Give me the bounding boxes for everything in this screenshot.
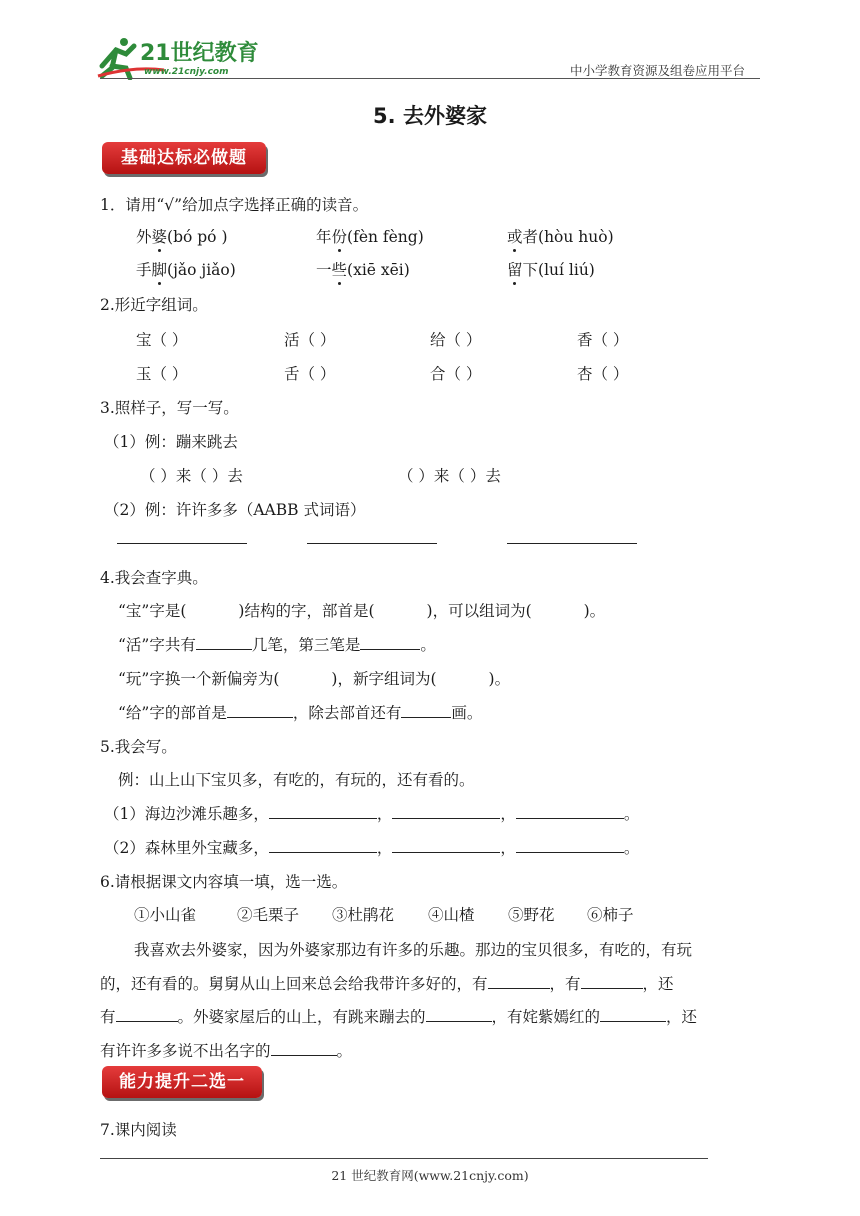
footer-divider [100, 1158, 708, 1159]
q6-option: ④山楂 [428, 906, 475, 924]
q6-paragraph-line: 有 。外婆家屋后的山上，有跳来蹦去的 ，有姹紫嫣红的 ，还 [100, 1008, 698, 1026]
q3-sub1: （1）例：蹦来跳去 [104, 433, 238, 451]
q4-line: “活”字共有 几笔，第三笔是 。 [118, 636, 436, 654]
q2-cell: 活（ ） [284, 331, 336, 349]
q6-option: ⑥柿子 [587, 906, 634, 924]
q5-prompt: 5.我会写。 [100, 738, 177, 756]
q2-cell: 给（ ） [430, 331, 482, 349]
q7-prompt: 7.课内阅读 [100, 1121, 177, 1139]
q3-sub2: （2）例：许许多多（AABB 式词语） [104, 501, 366, 519]
q2-cell: 玉（ ） [136, 365, 188, 383]
q2-cell: 舌（ ） [284, 365, 336, 383]
q3-answer-line [307, 543, 437, 544]
q1-item: 一些(xiē xēi) [316, 261, 410, 279]
q2-prompt: 2.形近字组词。 [100, 296, 208, 314]
q1-item: 留下(luí liú) [507, 261, 595, 279]
logo [94, 36, 264, 80]
q2-cell: 合（ ） [430, 365, 482, 383]
q1-item: 手脚(jǎo jiǎo) [136, 261, 236, 279]
header-divider [100, 78, 760, 79]
page-title: 5. 去外婆家 [373, 104, 487, 128]
q6-option: ⑤野花 [508, 906, 555, 924]
q1-item: 外婆(bó pó ) [136, 228, 228, 246]
q6-option: ②毛栗子 [237, 906, 300, 924]
footer-text: 21 世纪教育网(www.21cnjy.com) [331, 1168, 529, 1183]
q3-answer-line [507, 543, 637, 544]
section-badge-basic: 基础达标必做题 [102, 142, 266, 174]
q4-line: “给”字的部首是 ，除去部首还有 画。 [118, 704, 483, 722]
q1-item: 年份(fèn fèng) [316, 228, 424, 246]
q2-cell: 杏（ ） [577, 365, 629, 383]
q3-prompt: 3.照样子，写一写。 [100, 399, 239, 417]
q6-paragraph-line: 有许许多多说不出名字的 。 [100, 1042, 353, 1060]
q3-blank: （ ）来（ ）去 [398, 467, 501, 485]
q6-option: ③杜鹃花 [332, 906, 395, 924]
q1-prompt: 1．请用“√”给加点字选择正确的读音。 [100, 196, 369, 214]
svg-text:21世纪教育: 21世纪教育 [140, 41, 259, 66]
q6-prompt: 6.请根据课文内容填一填，选一选。 [100, 873, 348, 891]
q6-paragraph-line: 我喜欢去外婆家，因为外婆家那边有许多的乐趣。那边的宝贝很多，有吃的，有玩 [134, 941, 693, 959]
q1-item: 或者(hòu huò) [507, 228, 614, 246]
q2-cell: 香（ ） [577, 331, 629, 349]
q4-line: “宝”字是( )结构的字，部首是( )，可以组词为( )。 [118, 602, 606, 620]
q4-line: “玩”字换一个新偏旁为( )，新字组词为( )。 [118, 670, 511, 688]
section-badge-ability: 能力提升二选一 [102, 1066, 262, 1098]
svg-text:www.21cnjy.com: www.21cnjy.com [144, 67, 229, 77]
platform-name: 中小学教育资源及组卷应用平台 [570, 63, 746, 78]
q3-answer-line [117, 543, 247, 544]
q6-paragraph-line: 的，还有看的。舅舅从山上回来总会给我带许多好的，有 ，有 ，还 [100, 975, 674, 993]
q4-prompt: 4.我会查字典。 [100, 569, 208, 587]
q5-example: 例：山上山下宝贝多，有吃的，有玩的，还有看的。 [118, 771, 475, 789]
q3-blank: （ ）来（ ）去 [140, 467, 243, 485]
q5-sub1: （1）海边沙滩乐趣多， ， ， 。 [104, 805, 640, 823]
q5-sub2: （2）森林里外宝藏多， ， ， 。 [104, 839, 640, 857]
q2-cell: 宝（ ） [136, 331, 188, 349]
runner-logo-icon [94, 36, 264, 80]
q6-option: ①小山雀 [134, 906, 197, 924]
